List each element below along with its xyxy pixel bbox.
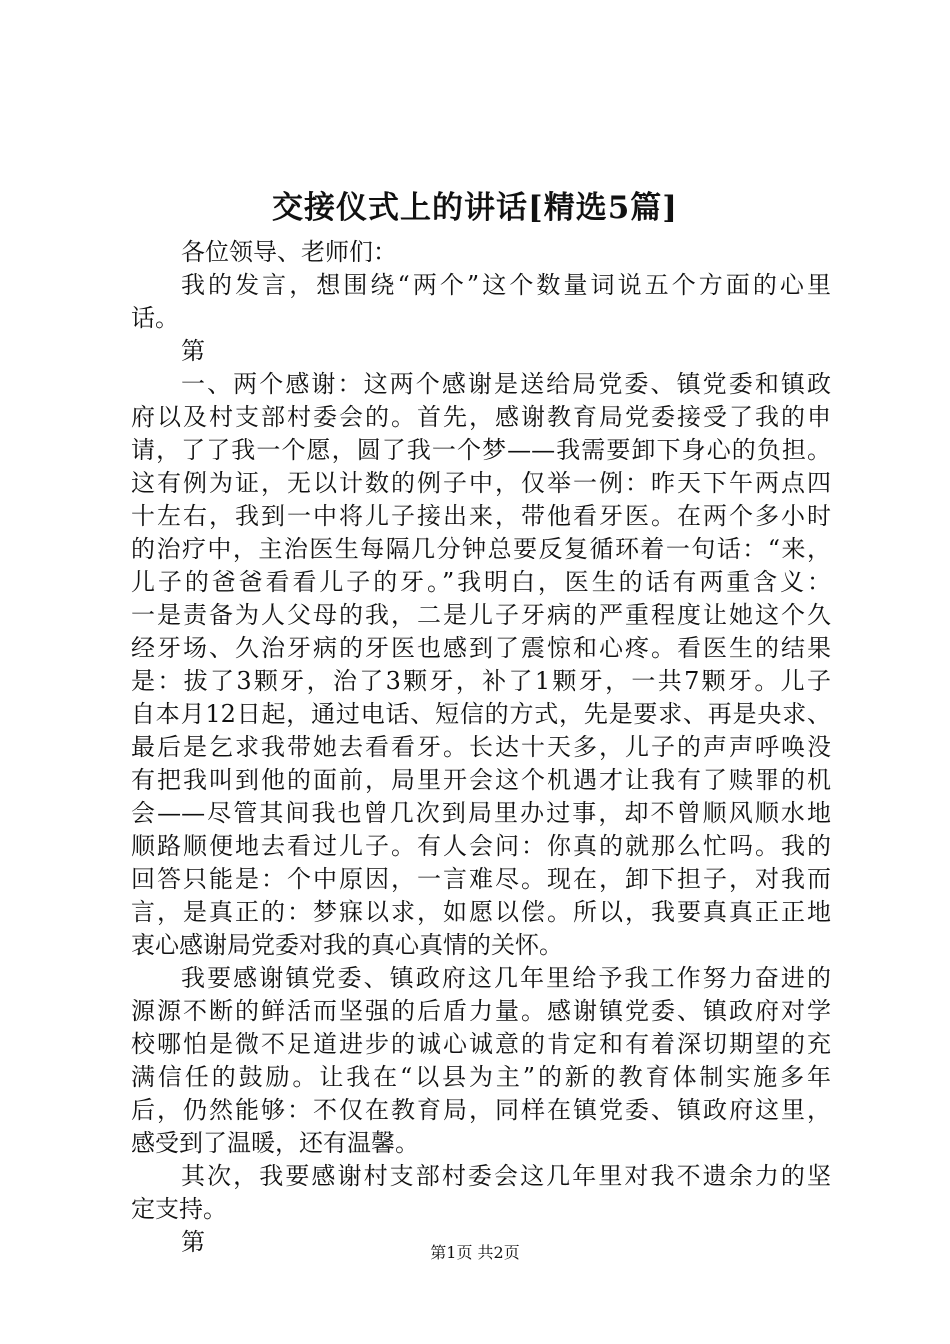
text-line: 校哪怕是微不足道进步的诚心诚意的肯定和有着深切期望的充 [131, 1030, 831, 1058]
text-line: 衷心感谢局党委对我的真心真情的关怀。 [131, 931, 563, 959]
text-line: 源源不断的鲜活而坚强的后盾力量。感谢镇党委、镇政府对学 [131, 997, 831, 1025]
text-line: 各位领导、老师们： [181, 238, 397, 266]
text-line: 的治疗中，主治医生每隔几分钟总要反复循环着一句话：“来， [131, 535, 831, 563]
text-line: 会——尽管其间我也曾几次到局里办过事，却不曾顺风顺水地 [131, 799, 831, 827]
text-line: 有把我叫到他的面前，局里开会这个机遇才让我有了赎罪的机 [131, 766, 831, 794]
text-line: 后，仍然能够：不仅在教育局，同样在镇党委、镇政府这里， [131, 1096, 831, 1124]
text-line: 是：拔了3颗牙，治了3颗牙，补了1颗牙，一共7颗牙。儿子 [131, 667, 831, 695]
text-line: 回答只能是：个中原因，一言难尽。现在，卸下担子，对我而 [131, 865, 831, 893]
text-line: 定支持。 [131, 1195, 227, 1223]
text-line: 满信任的鼓励。让我在“以县为主”的新的教育体制实施多年 [131, 1063, 831, 1091]
text-line: 经牙场、久治牙病的牙医也感到了震惊和心疼。看医生的结果 [131, 634, 831, 662]
text-line: 自本月12日起，通过电话、短信的方式，先是要求、再是央求、 [131, 700, 831, 728]
text-line: 一、两个感谢：这两个感谢是送给局党委、镇党委和镇政 [181, 370, 831, 398]
text-line: 最后是乞求我带她去看看牙。长达十天多，儿子的声声呼唤没 [131, 733, 831, 761]
text-line: 我的发言，想围绕“两个”这个数量词说五个方面的心里 [181, 271, 831, 299]
text-line: 这有例为证，无以计数的例子中，仅举一例：昨天下午两点四 [131, 469, 831, 497]
text-line: 请，了了我一个愿，圆了我一个梦——我需要卸下身心的负担。 [131, 436, 831, 464]
text-line: 一是责备为人父母的我，二是儿子牙病的严重程度让她这个久 [131, 601, 831, 629]
text-line: 顺路顺便地去看过儿子。有人会问：你真的就那么忙吗。我的 [131, 832, 831, 860]
text-line: 其次，我要感谢村支部村委会这几年里对我不遗余力的坚 [181, 1162, 831, 1190]
document-title: 交接仪式上的讲话[精选5篇] [272, 190, 678, 226]
text-line: 府以及村支部村委会的。首先，感谢教育局党委接受了我的申 [131, 403, 831, 431]
text-line: 十左右，我到一中将儿子接出来，带他看牙医。在两个多小时 [131, 502, 831, 530]
text-line: 我要感谢镇党委、镇政府这几年里给予我工作努力奋进的 [181, 964, 831, 992]
text-line: 话。 [131, 304, 179, 332]
page-number-footer: 第1页 共2页 [430, 1243, 520, 1262]
text-line: 第 [181, 1228, 205, 1256]
text-line: 儿子的爸爸看看儿子的牙。”我明白，医生的话有两重含义： [131, 568, 831, 596]
text-line: 第 [181, 337, 205, 365]
text-line: 感受到了温暖，还有温馨。 [131, 1129, 419, 1157]
document-body [131, 236, 831, 1259]
text-line: 言，是真正的：梦寐以求，如愿以偿。所以，我要真真正正地 [131, 898, 831, 926]
